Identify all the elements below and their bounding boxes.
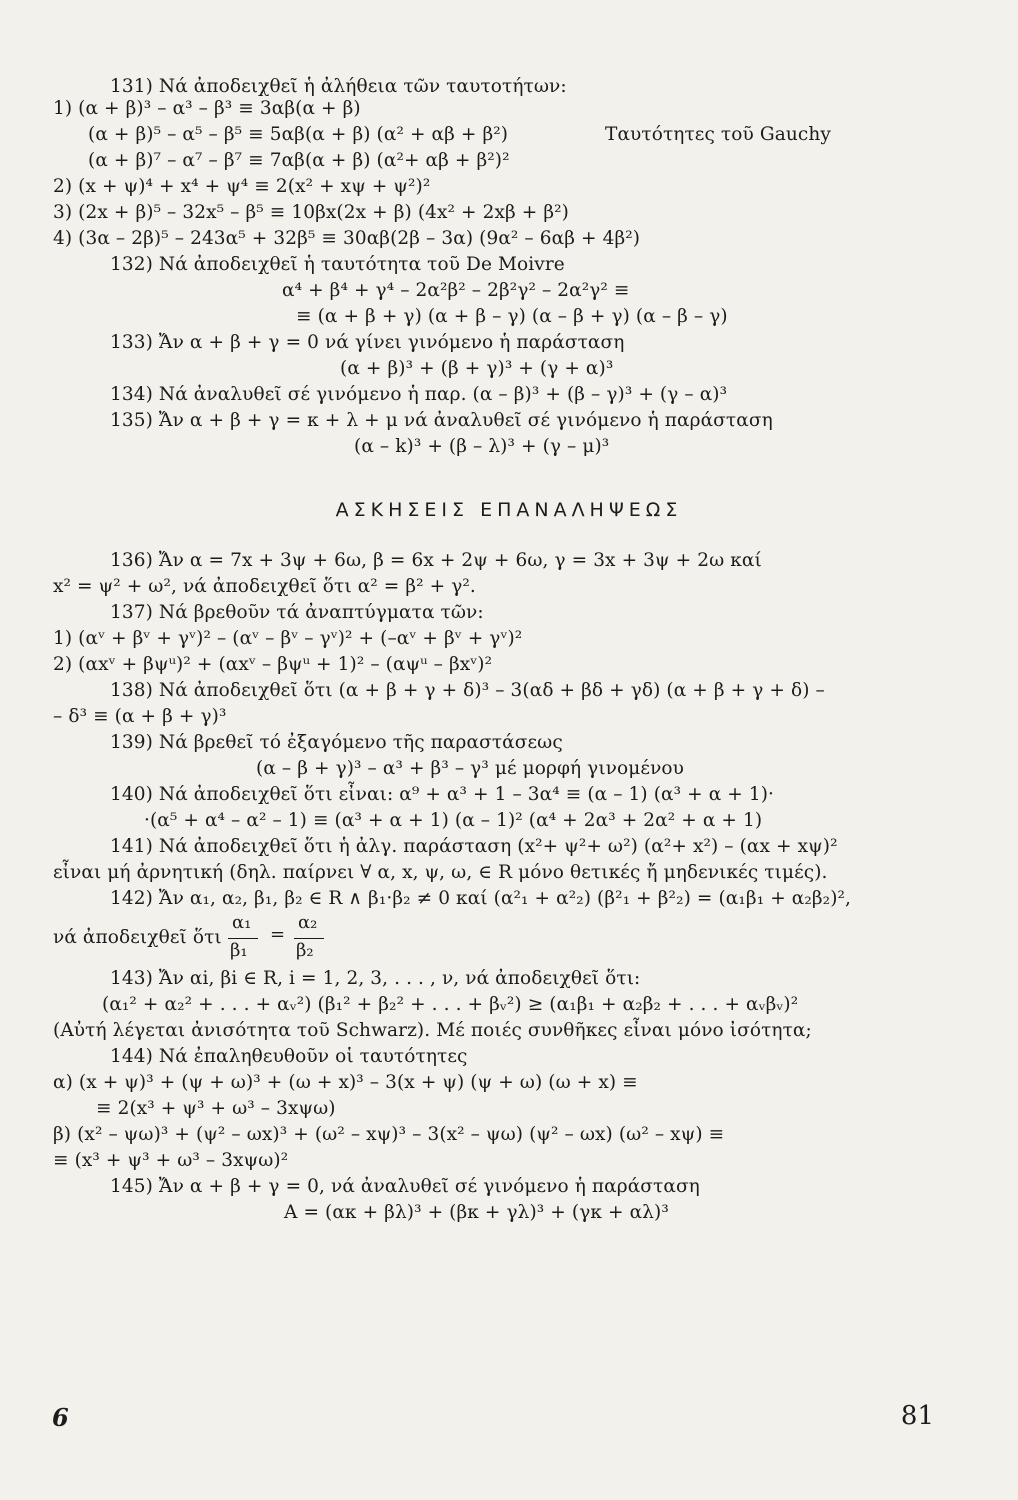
fraction-bar-1 xyxy=(228,938,258,939)
exercise-133: 133) Ἄν α + β + γ = 0 νά γίνει γινόμενο ἡ παράσταση xyxy=(110,332,625,353)
exercise-144-a: α) (x + ψ)³ + (ψ + ω)³ + (ω + x)³ – 3(x + ψ) (ψ + ω) (ω + x) ≡ xyxy=(53,1072,638,1093)
exercise-136: 136) Ἄν α = 7x + 3ψ + 6ω, β = 6x + 2ψ + 6ω, γ = 3x + 3ψ + 2ω καί xyxy=(110,550,762,571)
exercise-144-a-line2: ≡ 2(x³ + ψ³ + ω³ – 3xψω) xyxy=(96,1098,336,1119)
fraction-denominator-1: β₁ xyxy=(230,940,248,961)
section-heading: ΑΣΚΗΣΕΙΣ ΕΠΑΝΑΛΗΨΕΩΣ xyxy=(335,499,683,521)
exercise-134: 134) Νά ἀναλυθεῖ σέ γινόμενο ἡ παρ. (α – β)³ + (β – γ)³ + (γ – α)³ xyxy=(110,384,728,405)
exercise-132-line1: α⁴ + β⁴ + γ⁴ – 2α²β² – 2β²γ² – 2α²γ² ≡ xyxy=(282,280,630,301)
exercise-144: 144) Νά ἐπαληθευθοῦν οἱ ταυτότητες xyxy=(110,1046,468,1067)
page-number: 81 xyxy=(900,1401,934,1431)
exercise-141-line2: εἶναι μή ἀρνητική (δηλ. παίρνει ∀ α, x, ψ, ω, ∈ R μόνο θετικές ἤ μηδενικές τιμές). xyxy=(53,862,828,883)
exercise-140: 140) Νά ἀποδειχθεῖ ὅτι εἶναι: α⁹ + α³ + 1 – 3α⁴ ≡ (α – 1) (α³ + α + 1)· xyxy=(110,784,775,805)
exercise-135: 135) Ἄν α + β + γ = κ + λ + μ νά ἀναλυθεῖ σέ γινόμενο ἡ παράσταση xyxy=(110,410,773,431)
identity-1b: (α + β)⁵ – α⁵ – β⁵ ≡ 5αβ(α + β) (α² + αβ + β²) xyxy=(88,124,509,145)
exercise-139: 139) Νά βρεθεῖ τό ἐξαγόμενο τῆς παραστάσεως xyxy=(110,732,563,753)
exercise-137-part1: 1) (αᵛ + βᵛ + γᵛ)² – (αᵛ – βᵛ – γᵛ)² + (–αᵛ + βᵛ + γᵛ)² xyxy=(53,628,523,649)
identity-2: 2) (x + ψ)⁴ + x⁴ + ψ⁴ ≡ 2(x² + xψ + ψ²)² xyxy=(53,176,431,197)
identity-4: 4) (3α – 2β)⁵ – 243α⁵ + 32β⁵ ≡ 30αβ(2β – 3α) (9α² – 6αβ + 4β²) xyxy=(53,228,641,249)
exercise-145: 145) Ἄν α + β + γ = 0, νά ἀναλυθεῖ σέ γινόμενο ἡ παράσταση xyxy=(110,1176,700,1197)
fraction-equality xyxy=(228,912,324,968)
fraction-equals: = xyxy=(270,924,286,945)
exercise-132: 132) Νά ἀποδειχθεῖ ἡ ταυτότητα τοῦ De Moivre xyxy=(110,254,565,275)
exercise-144-b-line2: ≡ (x³ + ψ³ + ω³ – 3xψω)² xyxy=(53,1150,289,1171)
exercise-142: 142) Ἄν α₁, α₂, β₁, β₂ ∈ R ∧ β₁·β₂ ≠ 0 καί (α²₁ + α²₂) (β²₁ + β²₂) = (α₁β₁ + α₂β₂)², xyxy=(110,888,852,909)
chapter-number: 6 xyxy=(52,1403,69,1432)
fraction-denominator-2: β₂ xyxy=(296,940,314,961)
exercise-140-line2: ·(α⁵ + α⁴ – α² – 1) ≡ (α³ + α + 1) (α – 1)² (α⁴ + 2α³ + 2α² + α + 1) xyxy=(144,810,763,831)
exercise-141: 141) Νά ἀποδειχθεῖ ὅτι ἡ ἀλγ. παράσταση (x²+ ψ²+ ω²) (α²+ x²) – (αx + xψ)² xyxy=(110,836,838,857)
exercise-136-line2: x² = ψ² + ω², νά ἀποδειχθεῖ ὅτι α² = β² + γ². xyxy=(53,576,476,597)
exercise-137: 137) Νά βρεθοῦν τά ἀναπτύγματα τῶν: xyxy=(110,602,484,623)
fraction-numerator-1: α₁ xyxy=(232,912,252,933)
fraction-bar-2 xyxy=(294,938,324,939)
exercise-132-line2: ≡ (α + β + γ) (α + β – γ) (α – β + γ) (α – β – γ) xyxy=(296,306,728,327)
exercise-138: 138) Νά ἀποδειχθεῖ ὅτι (α + β + γ + δ)³ – 3(αδ + βδ + γδ) (α + β + γ + δ) – xyxy=(110,680,825,701)
exercise-138-line2: – δ³ ≡ (α + β + γ)³ xyxy=(53,706,227,727)
identity-1c: (α + β)⁷ – α⁷ – β⁷ ≡ 7αβ(α + β) (α²+ αβ + β²)² xyxy=(88,150,510,171)
exercise-145-expr: A = (ακ + βλ)³ + (βκ + γλ)³ + (γκ + αλ)³ xyxy=(284,1202,669,1223)
gauchy-label: Ταυτότητες τοῦ Gauchy xyxy=(605,124,831,145)
identity-1a: 1) (α + β)³ – α³ – β³ ≡ 3αβ(α + β) xyxy=(53,98,361,119)
exercise-144-b: β) (x² – ψω)³ + (ψ² – ωx)³ + (ω² – xψ)³ – 3(x² – ψω) (ψ² – ωx) (ω² – xψ) ≡ xyxy=(53,1124,725,1145)
exercise-135-expr: (α – k)³ + (β – λ)³ + (γ – μ)³ xyxy=(354,436,610,457)
exercise-142-line2: νά ἀποδειχθεῖ ὅτι xyxy=(53,927,222,948)
identity-3: 3) (2x + β)⁵ – 32x⁵ – β⁵ ≡ 10βx(2x + β) (4x² + 2xβ + β²) xyxy=(53,202,570,223)
exercise-143: 143) Ἄν αi, βi ∈ R, i = 1, 2, 3, . . . , ν, νά ἀποδειχθεῖ ὅτι: xyxy=(110,968,641,989)
fraction-numerator-2: α₂ xyxy=(298,912,318,933)
exercise-137-part2: 2) (αxᵛ + βψᵘ)² + (αxᵛ – βψᵘ + 1)² – (αψᵘ – βxᵛ)² xyxy=(53,654,493,675)
exercise-143-inequality: (α₁² + α₂² + . . . + αᵥ²) (β₁² + β₂² + . . . + βᵥ²) ≥ (α₁β₁ + α₂β₂ + . . . + αᵥβᵥ)² xyxy=(102,994,799,1015)
exercise-139-expr: (α – β + γ)³ – α³ + β³ – γ³ μέ μορφή γινομένου xyxy=(256,758,685,779)
exercise-133-expr: (α + β)³ + (β + γ)³ + (γ + α)³ xyxy=(340,358,614,379)
exercise-131: 131) Νά ἀποδειχθεῖ ἡ ἀλήθεια τῶν ταυτοτήτων: xyxy=(110,76,567,97)
exercise-143-note: (Αὐτή λέγεται ἀνισότητα τοῦ Schwarz). Μέ ποιές συνθῆκες εἶναι μόνο ἰσότητα; xyxy=(53,1020,812,1041)
